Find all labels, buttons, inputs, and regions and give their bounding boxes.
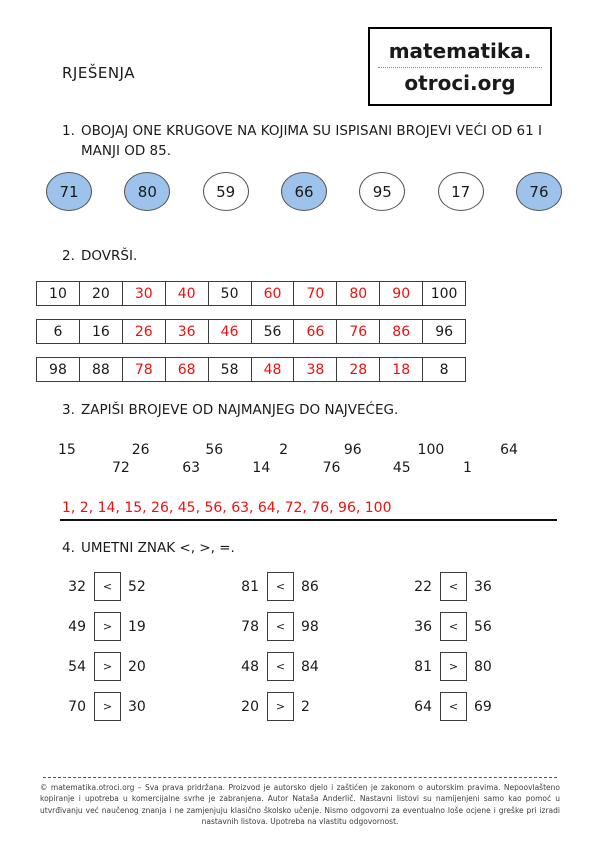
task3-answer: 1, 2, 14, 15, 26, 45, 56, 63, 64, 72, 76, 96, 100 <box>62 500 392 516</box>
footer-divider <box>43 777 557 778</box>
operator-box[interactable]: < <box>440 692 467 721</box>
right-number: 20 <box>128 658 146 675</box>
scattered-number: 14 <box>252 460 271 476</box>
task2-number: 2. <box>62 248 75 264</box>
number-circle[interactable]: 95 <box>359 172 405 211</box>
left-number: 49 <box>68 618 86 635</box>
operator-box[interactable]: < <box>440 572 467 601</box>
operator-box[interactable]: < <box>94 572 121 601</box>
right-number: 30 <box>128 698 146 715</box>
scattered-number: 56 <box>205 442 224 458</box>
scattered-number: 1 <box>463 460 472 476</box>
right-number: 84 <box>301 658 319 675</box>
right-number: 52 <box>128 578 146 595</box>
scattered-number: 15 <box>58 442 76 458</box>
task4-column-1 <box>60 572 146 721</box>
comparison-row <box>60 692 146 721</box>
number-circle[interactable]: 76 <box>516 172 562 211</box>
table-cell: 30 <box>122 282 165 305</box>
operator-box[interactable]: > <box>94 612 121 641</box>
comparison-row <box>60 572 146 601</box>
left-number: 81 <box>241 578 259 595</box>
task1-circles <box>46 172 562 211</box>
left-number: 20 <box>241 698 259 715</box>
comparison-row <box>406 572 492 601</box>
left-number: 81 <box>414 658 432 675</box>
right-number: 69 <box>474 698 492 715</box>
task4-heading <box>62 539 362 559</box>
right-number: 2 <box>301 698 310 715</box>
table-cell: 50 <box>208 282 251 305</box>
task3-number: 3. <box>62 402 75 418</box>
table-cell: 56 <box>251 320 294 343</box>
table-cell: 98 <box>49 361 67 378</box>
task4-column-3 <box>406 572 492 721</box>
comparison-row <box>60 652 146 681</box>
table-cell: 96 <box>422 320 465 343</box>
number-circle[interactable]: 66 <box>281 172 327 211</box>
table-cell: 36 <box>165 320 208 343</box>
left-number: 36 <box>414 618 432 635</box>
task1-number: 1. <box>62 123 75 139</box>
task2-table-2 <box>36 319 466 344</box>
operator-box[interactable]: < <box>267 652 294 681</box>
operator-box[interactable]: < <box>440 612 467 641</box>
table-cell: 70 <box>293 282 336 305</box>
right-number: 80 <box>474 658 492 675</box>
table-cell: 76 <box>336 320 379 343</box>
table-cell: 86 <box>379 320 422 343</box>
scattered-number: 63 <box>182 460 201 476</box>
scattered-number: 100 <box>417 442 445 458</box>
scattered-number: 2 <box>279 442 288 458</box>
scattered-number: 96 <box>343 442 362 458</box>
task2-instruction: DOVRŠI. <box>81 248 138 264</box>
task4-instruction: UMETNI ZNAK <, >, =. <box>81 540 235 556</box>
task3-instruction: ZAPIŠI BROJEVE OD NAJMANJEG DO NAJVEĆEG. <box>81 402 399 418</box>
operator-box[interactable]: > <box>94 652 121 681</box>
left-number: 22 <box>414 578 432 595</box>
table-cell: 28 <box>336 358 379 381</box>
table-cell: 60 <box>251 282 294 305</box>
table-cell: 58 <box>208 358 251 381</box>
comparison-row <box>406 692 492 721</box>
table-cell: 38 <box>293 358 336 381</box>
page-title: RJEŠENJA <box>62 64 135 82</box>
answer-underline <box>60 519 557 521</box>
comparison-row <box>233 652 319 681</box>
left-number: 32 <box>68 578 86 595</box>
table-cell: 10 <box>49 285 67 302</box>
task2-heading <box>62 247 362 267</box>
number-circle[interactable]: 71 <box>46 172 92 211</box>
footer-copyright: © matematika.otroci.org – Sva prava pridržana. Proizvod je autorsko djelo i zaštićen je zakonom o autorskim pravima. Nepoovlašteno kopiranje i upotreba u komercijalne svrhe je zabranjena. Autor Nataša Anderlič. Nastavni listovi su namijenjeni samo kao pomoć u utvrđivanju već naučenog znanja i ne zamjenjuju klasično školsko učenje. Nismo odgovorni za eventualno loše ocjene i greške pri izradi nastavnih listova. Upotreba na vlastitu odgovornost. <box>40 783 560 826</box>
table-cell: 90 <box>379 282 422 305</box>
table-cell: 40 <box>165 282 208 305</box>
operator-box[interactable]: > <box>440 652 467 681</box>
left-number: 64 <box>414 698 432 715</box>
logo-line-1: matematika. <box>378 39 542 68</box>
comparison-row <box>233 572 319 601</box>
task4-column-2 <box>233 572 319 721</box>
right-number: 98 <box>301 618 319 635</box>
right-number: 36 <box>474 578 492 595</box>
task4-number: 4. <box>62 540 75 556</box>
operator-box[interactable]: > <box>267 692 294 721</box>
operator-box[interactable]: < <box>267 612 294 641</box>
left-number: 48 <box>241 658 259 675</box>
number-circle[interactable]: 80 <box>124 172 170 211</box>
table-cell: 88 <box>79 358 122 381</box>
scattered-number: 26 <box>131 442 150 458</box>
right-number: 19 <box>128 618 146 635</box>
table-cell: 80 <box>336 282 379 305</box>
right-number: 56 <box>474 618 492 635</box>
task3-numbers-row2 <box>112 460 472 476</box>
table-cell: 48 <box>251 358 294 381</box>
comparison-row <box>406 652 492 681</box>
table-cell: 46 <box>208 320 251 343</box>
task3-heading <box>62 401 542 421</box>
table-cell: 6 <box>53 323 63 340</box>
number-circle[interactable]: 17 <box>438 172 484 211</box>
table-cell: 16 <box>79 320 122 343</box>
operator-box[interactable]: < <box>267 572 294 601</box>
left-number: 70 <box>68 698 86 715</box>
table-cell: 18 <box>379 358 422 381</box>
table-cell: 78 <box>122 358 165 381</box>
table-cell: 66 <box>293 320 336 343</box>
scattered-number: 72 <box>112 460 130 476</box>
table-cell: 100 <box>422 282 465 305</box>
task1-heading <box>62 122 544 161</box>
logo-line-2: otroci.org <box>404 70 516 95</box>
table-cell: 68 <box>165 358 208 381</box>
task1-instruction: OBOJAJ ONE KRUGOVE NA KOJIMA SU ISPISANI BROJEVI VEĆI OD 61 I MANJI OD 85. <box>81 123 542 159</box>
scattered-number: 64 <box>500 442 518 458</box>
scattered-number: 76 <box>322 460 341 476</box>
number-circle[interactable]: 59 <box>203 172 249 211</box>
right-number: 86 <box>301 578 319 595</box>
site-logo <box>368 27 552 106</box>
task2-table-3 <box>36 357 466 382</box>
task3-numbers-row1 <box>58 442 518 458</box>
scattered-number: 45 <box>392 460 411 476</box>
table-cell: 20 <box>79 282 122 305</box>
left-number: 54 <box>68 658 86 675</box>
table-cell: 8 <box>422 358 465 381</box>
comparison-row <box>406 612 492 641</box>
operator-box[interactable]: > <box>94 692 121 721</box>
table-cell: 26 <box>122 320 165 343</box>
comparison-row <box>233 692 319 721</box>
comparison-row <box>60 612 146 641</box>
left-number: 78 <box>241 618 259 635</box>
task2-table-1 <box>36 281 466 306</box>
comparison-row <box>233 612 319 641</box>
